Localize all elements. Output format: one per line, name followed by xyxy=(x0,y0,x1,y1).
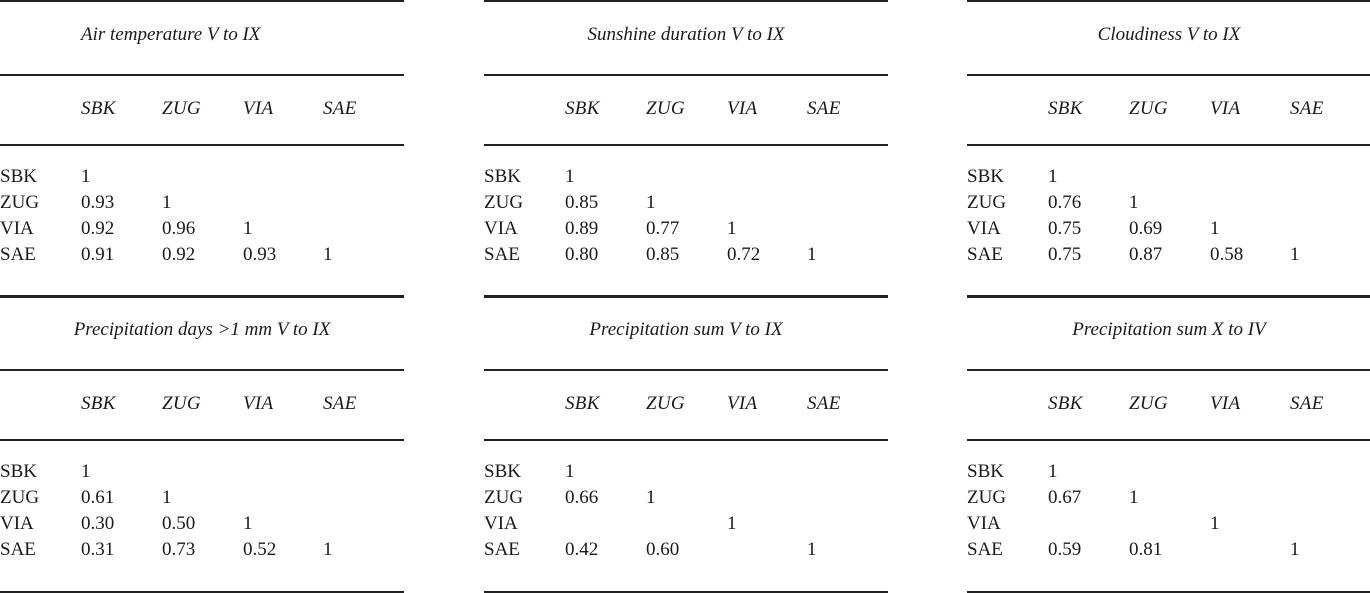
column-header: SAE xyxy=(807,98,841,119)
row-label: ZUG xyxy=(0,487,40,508)
divider-rule xyxy=(0,369,404,371)
correlation-value: 1 xyxy=(323,539,333,560)
correlation-value: 0.30 xyxy=(81,513,115,534)
correlation-value: 1 xyxy=(727,513,737,534)
table-title xyxy=(0,20,404,50)
divider-rule xyxy=(0,74,404,76)
correlation-value: 0.72 xyxy=(727,244,761,265)
correlation-value: 0.31 xyxy=(81,539,115,560)
correlation-value: 0.87 xyxy=(1129,244,1163,265)
top-rule xyxy=(0,295,404,297)
divider-rule xyxy=(484,439,888,441)
table-title-text: Air temperature V to IX xyxy=(81,24,261,45)
correlation-value: 0.60 xyxy=(646,539,680,560)
correlation-table xyxy=(967,0,1370,292)
correlation-value: 1 xyxy=(807,539,817,560)
top-rule xyxy=(967,0,1370,2)
table-title-text: Precipitation sum V to IX xyxy=(589,319,783,340)
correlation-value: 1 xyxy=(1048,166,1058,187)
correlation-value: 0.80 xyxy=(565,244,599,265)
table-title xyxy=(484,315,888,345)
correlation-table xyxy=(484,295,888,587)
correlation-value: 1 xyxy=(243,218,253,239)
row-label: SBK xyxy=(0,461,37,482)
correlation-value: 0.92 xyxy=(81,218,115,239)
correlation-value: 0.73 xyxy=(162,539,196,560)
column-header: VIA xyxy=(1210,98,1241,119)
row-label: SAE xyxy=(484,539,520,560)
column-header: SBK xyxy=(1048,98,1083,119)
correlation-value: 1 xyxy=(162,487,172,508)
correlation-value: 0.93 xyxy=(243,244,277,265)
correlation-value: 1 xyxy=(243,513,253,534)
column-header: VIA xyxy=(727,98,758,119)
column-header: SBK xyxy=(81,393,116,414)
column-header: ZUG xyxy=(1129,393,1168,414)
correlation-table xyxy=(0,0,404,292)
correlation-value: 0.77 xyxy=(646,218,680,239)
correlation-value: 0.89 xyxy=(565,218,599,239)
column-header: ZUG xyxy=(646,98,685,119)
correlation-value: 0.85 xyxy=(646,244,680,265)
correlation-value: 1 xyxy=(162,192,172,213)
correlation-value: 1 xyxy=(1290,244,1300,265)
correlation-value: 1 xyxy=(1210,513,1220,534)
divider-rule xyxy=(0,439,404,441)
column-header: VIA xyxy=(1210,393,1241,414)
row-label: VIA xyxy=(967,218,1001,239)
row-label: VIA xyxy=(967,513,1001,534)
table-title xyxy=(0,315,404,345)
correlation-value: 1 xyxy=(81,166,91,187)
row-label: SAE xyxy=(967,539,1003,560)
correlation-value: 0.93 xyxy=(81,192,115,213)
column-header: SAE xyxy=(1290,393,1324,414)
row-label: ZUG xyxy=(484,192,524,213)
correlation-value: 0.58 xyxy=(1210,244,1244,265)
correlation-value: 1 xyxy=(1210,218,1220,239)
row-label: VIA xyxy=(484,513,518,534)
correlation-value: 0.42 xyxy=(565,539,599,560)
correlation-value: 1 xyxy=(1129,487,1139,508)
correlation-value: 0.50 xyxy=(162,513,196,534)
column-header: SAE xyxy=(1290,98,1324,119)
column-header: SAE xyxy=(323,98,357,119)
divider-rule xyxy=(967,369,1370,371)
correlation-value: 0.61 xyxy=(81,487,115,508)
row-label: SAE xyxy=(484,244,520,265)
column-header: VIA xyxy=(727,393,758,414)
correlation-value: 1 xyxy=(646,487,656,508)
correlation-value: 0.76 xyxy=(1048,192,1082,213)
correlation-value: 1 xyxy=(323,244,333,265)
correlation-value: 0.92 xyxy=(162,244,196,265)
table-title-text: Cloudiness V to IX xyxy=(1097,24,1241,45)
table-title xyxy=(967,20,1370,50)
top-rule xyxy=(484,295,888,297)
row-label: SBK xyxy=(484,166,521,187)
top-rule xyxy=(484,0,888,2)
row-label: SBK xyxy=(0,166,37,187)
table-title xyxy=(967,315,1370,345)
correlation-table xyxy=(484,0,888,292)
divider-rule xyxy=(484,74,888,76)
correlation-value: 0.81 xyxy=(1129,539,1163,560)
row-label: ZUG xyxy=(0,192,40,213)
row-label: ZUG xyxy=(967,192,1007,213)
row-label: VIA xyxy=(0,218,34,239)
correlation-value: 1 xyxy=(565,166,575,187)
correlation-value: 0.66 xyxy=(565,487,599,508)
correlation-value: 0.96 xyxy=(162,218,196,239)
row-label: SBK xyxy=(967,166,1004,187)
correlation-table xyxy=(0,295,404,587)
divider-rule xyxy=(967,439,1370,441)
correlation-value: 1 xyxy=(565,461,575,482)
correlation-value: 0.52 xyxy=(243,539,277,560)
correlation-value: 1 xyxy=(81,461,91,482)
column-header: SAE xyxy=(323,393,357,414)
row-label: ZUG xyxy=(484,487,524,508)
correlation-value: 1 xyxy=(1290,539,1300,560)
column-header: ZUG xyxy=(1129,98,1168,119)
correlation-value: 0.85 xyxy=(565,192,599,213)
divider-rule xyxy=(967,74,1370,76)
row-label: SAE xyxy=(0,244,36,265)
top-rule xyxy=(0,0,404,2)
correlation-value: 0.91 xyxy=(81,244,115,265)
divider-rule xyxy=(484,144,888,146)
table-title xyxy=(484,20,888,50)
column-header: VIA xyxy=(243,98,274,119)
table-title-text: Sunshine duration V to IX xyxy=(587,24,785,45)
table-title-text: Precipitation sum X to IV xyxy=(1072,319,1266,340)
divider-rule xyxy=(967,144,1370,146)
row-label: VIA xyxy=(484,218,518,239)
correlation-value: 1 xyxy=(1129,192,1139,213)
column-header: SAE xyxy=(807,393,841,414)
table-title-text: Precipitation days >1 mm V to IX xyxy=(73,319,331,340)
row-label: SBK xyxy=(967,461,1004,482)
column-header: SBK xyxy=(565,98,600,119)
row-label: SAE xyxy=(0,539,36,560)
row-label: SBK xyxy=(484,461,521,482)
correlation-value: 0.69 xyxy=(1129,218,1163,239)
column-header: VIA xyxy=(243,393,274,414)
correlation-value: 0.59 xyxy=(1048,539,1082,560)
correlation-table xyxy=(967,295,1370,587)
column-header: SBK xyxy=(565,393,600,414)
divider-rule xyxy=(484,369,888,371)
column-header: ZUG xyxy=(646,393,685,414)
top-rule xyxy=(967,295,1370,297)
column-header: SBK xyxy=(1048,393,1083,414)
correlation-value: 1 xyxy=(1048,461,1058,482)
column-header: SBK xyxy=(81,98,116,119)
correlation-value: 1 xyxy=(646,192,656,213)
column-header: ZUG xyxy=(162,393,201,414)
correlation-value: 1 xyxy=(727,218,737,239)
row-label: ZUG xyxy=(967,487,1007,508)
correlation-value: 0.67 xyxy=(1048,487,1082,508)
correlation-value: 0.75 xyxy=(1048,218,1082,239)
correlation-value: 0.75 xyxy=(1048,244,1082,265)
row-label: SAE xyxy=(967,244,1003,265)
column-header: ZUG xyxy=(162,98,201,119)
correlation-value: 1 xyxy=(807,244,817,265)
divider-rule xyxy=(0,144,404,146)
row-label: VIA xyxy=(0,513,34,534)
